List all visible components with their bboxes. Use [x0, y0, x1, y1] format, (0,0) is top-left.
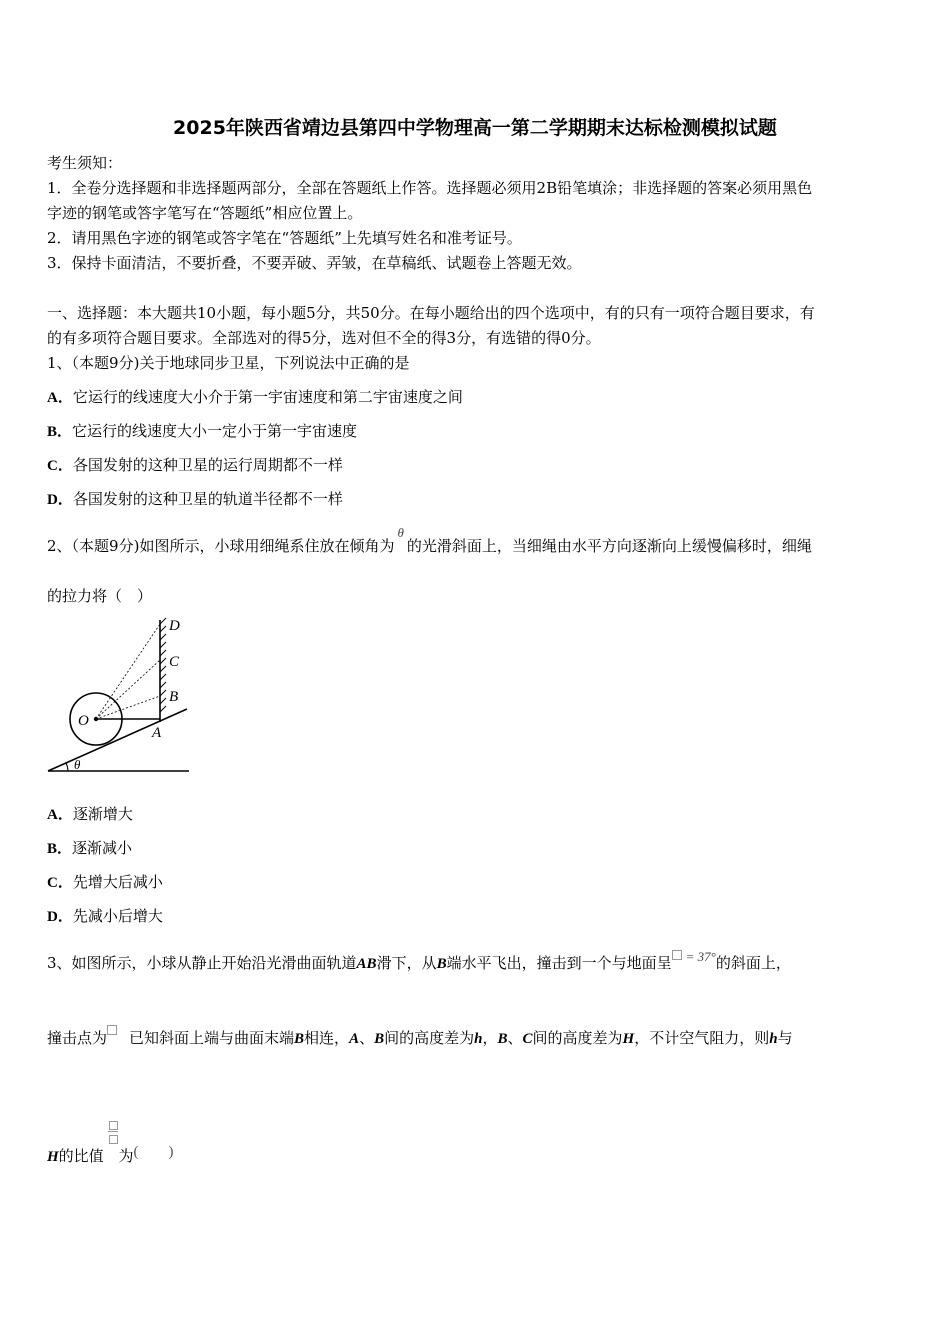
rope-to-d — [96, 624, 160, 719]
notice-item-1-cont: 字迹的钢笔或答字笔写在“答题纸”相应位置上。 — [47, 204, 363, 222]
q2-figure — [44, 612, 194, 777]
q3-stem-line2: 撞击点为 已知斜面上端与曲面末端B相连，A、B间的高度差为h，B、C间的高度差为H，不计空气阻力，则h与 — [47, 1027, 793, 1048]
label-b: B — [169, 689, 179, 705]
notice-item-1: 1．全卷分选择题和非选择题两部分，全部在答题纸上作答。选择题必须用2B铅笔填涂；非选择题的答案必须用黑色 — [47, 179, 813, 197]
wall-hatching — [160, 618, 166, 712]
q1-option-a: A．它运行的线速度大小介于第一宇宙速度和第二宇宙速度之间 — [47, 388, 463, 406]
page-title: 2025年陕西省靖边县第四中学物理高一第二学期期末达标检测模拟试题 — [173, 117, 777, 139]
q3-stem-line1: 3、如图所示，小球从静止开始沿光滑曲面轨道AB滑下，从B端水平飞出，撞击到一个与地面呈 = 37°的斜面上， — [47, 949, 791, 972]
q2-option-a: A．逐渐增大 — [47, 805, 133, 823]
section-intro-line2: 的有多项符合题目要求。全部选对的得5分，选对但不全的得3分，有选错的得0分。 — [47, 329, 601, 347]
notice-item-3: 3．保持卡面清洁，不要折叠，不要弄破、弄皱，在草稿纸、试题卷上答题无效。 — [47, 254, 582, 272]
label-d: D — [169, 618, 180, 634]
q1-option-d: D．各国发射的这种卫星的轨道半径都不一样 — [47, 490, 343, 508]
q1-option-c: C．各国发射的这种卫星的运行周期都不一样 — [47, 456, 343, 474]
q2-option-b: B．逐渐减小 — [47, 839, 133, 857]
q1-option-b: B．它运行的线速度大小一定小于第一宇宙速度 — [47, 422, 358, 440]
rope-to-b — [96, 696, 160, 719]
theta-symbol: θ — [397, 525, 404, 540]
q1-stem: 1、（本题9分)关于地球同步卫星，下列说法中正确的是 — [47, 354, 410, 372]
placeholder-box-icon — [107, 1025, 117, 1035]
notice-heading: 考生须知： — [47, 154, 123, 172]
rope-to-c — [96, 660, 160, 719]
incline-line — [48, 709, 187, 771]
theta-arc — [66, 763, 68, 771]
label-a: A — [152, 725, 162, 741]
q2-option-c: C．先增大后减小 — [47, 873, 163, 891]
q2-option-d: D．先减小后增大 — [47, 907, 163, 925]
section-intro-line1: 一、选择题：本大题共10小题，每小题5分，共50分。在每小题给出的四个选项中，有的只有一项符合题目要求，有 — [47, 304, 815, 322]
q3-stem-line3: H的比值 为( ) — [47, 1145, 173, 1166]
q2-stem-line1: 2、（本题9分)如图所示，小球用细绳系住放在倾角为θ的光滑斜面上，当细绳由水平方向逐渐向上缓慢偏移时，细绳 — [47, 525, 812, 555]
fraction-icon — [108, 1147, 118, 1161]
q2-stem-line2: 的拉力将（ ） — [47, 587, 153, 605]
label-o: O — [78, 713, 89, 729]
notice-item-2: 2．请用黑色字迹的钢笔或答字笔在“答题纸”上先填写姓名和准考证号。 — [47, 229, 522, 247]
placeholder-box-icon — [672, 950, 682, 960]
label-c: C — [169, 654, 180, 670]
label-theta: θ — [74, 757, 81, 772]
